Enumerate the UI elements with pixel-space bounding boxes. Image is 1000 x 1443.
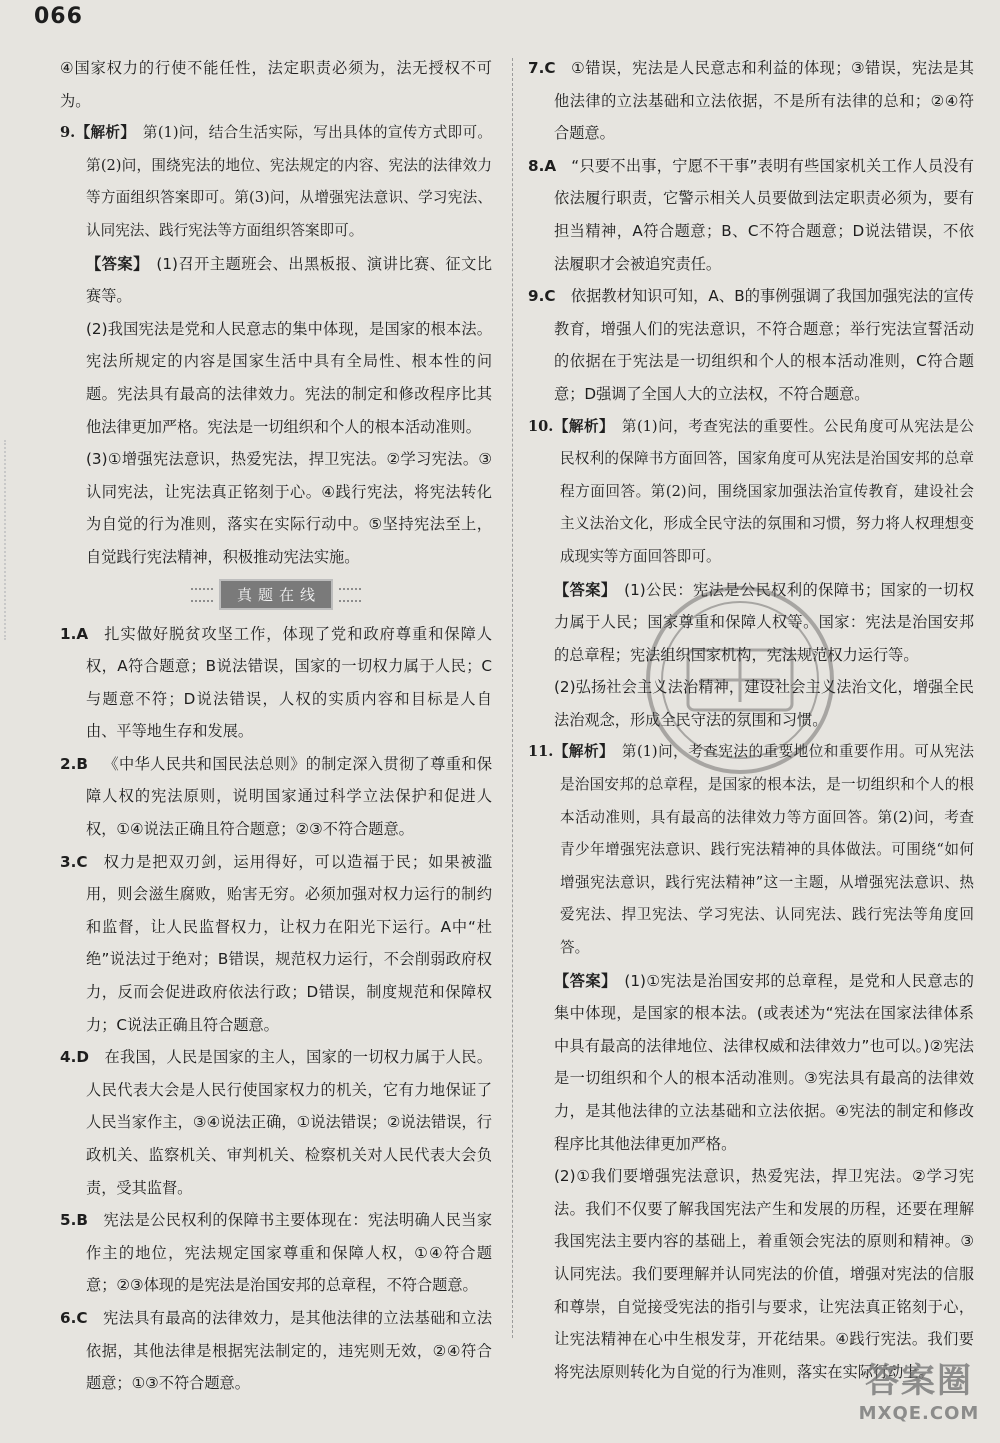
- item-text: (1)召开主题班会、出黑板报、演讲比赛、征文比赛等。: [86, 254, 493, 306]
- item-number: 2.: [60, 754, 77, 773]
- item-text: 宪法是公民权利的保障书主要体现在：宪法明确人民当家作主的地位，宪法规定国家尊重和保障人权，①④符合题意；②③体现的是宪法是治国安邦的总章程，不符合题意。: [86, 1211, 492, 1295]
- item-text: “只要不出事，宁愿不干事”表明有些国家机关工作人员没有依法履行职责，它警示相关人员要做到法定职责必须为，要有担当精神，A符合题意；B、C不符合题意；D说法错误，不依法履职才会被追究责任。: [554, 156, 974, 273]
- answer-letter: C: [544, 287, 556, 306]
- section-decoration: [339, 588, 361, 602]
- answer-letter: B: [76, 754, 88, 773]
- answer-item: [60, 1302, 492, 1400]
- text-paragraph: [528, 1160, 974, 1388]
- item-text: (2)①我们要增强宪法意识，热爱宪法，捍卫宪法。②学习宪法。我们不仅要了解我国宪法产生和发展的历程，还要在理解我国宪法主要内容的基础上，着重领会宪法的原则和精神。③认同宪法。我们要理解并认同宪法的价值，增强对宪法的信服和尊崇，自觉接受宪法的指引与要求，让宪法真正铭刻于心，让宪法精神在心中生根发芽，开花结果。④践行宪法。我们要将宪法原则转化为自觉的行为准则，落实在实际行动上。: [554, 1167, 974, 1381]
- answer-item: [60, 1204, 492, 1302]
- section-tag: 【答案】: [86, 254, 149, 273]
- answer-item: [60, 748, 492, 846]
- item-text: 第(1)问，考查宪法的重要地位和重要作用。可从宪法是治国安邦的总章程，是国家的根本法，是一切组织和个人的根本活动准则，具有最高的法律效力等方面回答。第(2)问，考查青少年增强宪法意识、践行宪法精神的具体做法。可围绕“如何增强宪法意识，践行宪法精神”这一主题，从增强宪法意识、热爱宪法、捍卫宪法、学习宪法、认同宪法、践行宪法等角度回答。: [560, 743, 974, 957]
- left-column: [60, 52, 492, 1400]
- answer-letter: C: [544, 59, 556, 77]
- item-number: 9.: [528, 287, 545, 306]
- analysis-item: [60, 117, 492, 247]
- item-text: 权力是把双刃剑，运用得好，可以造福于民；如果被滥用，则会滋生腐败，贻害无穷。必须加强对权力运行的制约和监督，让人民监督权力，让权力在阳光下运行。A中“杜绝”说法过于绝对；B错误，规范权力运行，不会削弱政府权力，反而会促进政府依法行政；D错误，制度规范和保障权力；C说法正确且符合题意。: [86, 852, 492, 1034]
- text-paragraph: [60, 313, 492, 443]
- answer-item: [528, 150, 974, 280]
- item-number: 6.: [60, 1308, 77, 1327]
- answer-item: [528, 280, 974, 410]
- page-number: 066: [34, 4, 83, 29]
- item-number: 10.: [528, 417, 554, 435]
- text-paragraph: [60, 52, 492, 117]
- item-number: 9.: [60, 124, 76, 142]
- answer-item: [60, 618, 492, 748]
- item-text: 在我国，人民是国家的主人，国家的一切权力属于人民。人民代表大会是人民行使国家权力的机关，它有力地保证了人民当家作主，③④说法正确，①说法错误；②说法错误，行政机关、监察机关、审判机关、检察机关对人民代表大会负责，受其监督。: [86, 1048, 492, 1197]
- item-number: 1.: [60, 624, 77, 643]
- text-paragraph: [60, 443, 492, 573]
- answer-block: [60, 248, 492, 313]
- answer-block: [528, 574, 974, 672]
- text-paragraph: [528, 671, 974, 736]
- item-number: 11.: [528, 743, 554, 761]
- answer-item: [60, 846, 492, 1042]
- item-text: 宪法具有最高的法律效力，是其他法律的立法基础和立法依据，其他法律是根据宪法制定的，违宪则无效，②④符合题意；①③不符合题意。: [86, 1308, 492, 1393]
- item-text: ④国家权力的行使不能任性，法定职责必须为，法无授权不可为。: [60, 59, 492, 110]
- analysis-item: [528, 736, 974, 964]
- item-number: 5.: [60, 1211, 77, 1230]
- item-text: (2)弘扬社会主义法治精神，建设社会主义法治文化，增强全民法治观念，形成全民守法的氛围和习惯。: [554, 678, 974, 729]
- section-header: [60, 578, 492, 612]
- item-text: 第(1)问，考查宪法的重要性。公民角度可从宪法是公民权利的保障书方面回答，国家角度可从宪法是治国安邦的总章程方面回答。第(2)问，围绕国家加强法治宣传教育，建设社会主义法治文化，形成全民守法的氛围和习惯，努力将人权理想变成现实等方面回答即可。: [560, 417, 974, 565]
- item-text: 《中华人民共和国民法总则》的制定深入贯彻了尊重和保障人权的宪法原则，说明国家通过科学立法保护和促进人权，①④说法正确且符合题意；②③不符合题意。: [86, 754, 492, 839]
- section-decoration: [191, 588, 213, 602]
- item-number: 7.: [528, 59, 545, 77]
- answer-letter: C: [76, 852, 88, 871]
- answer-item: [60, 1041, 492, 1204]
- answer-letter: B: [76, 1211, 88, 1230]
- answer-block: [528, 965, 974, 1161]
- item-text: ①错误，宪法是人民意志和利益的体现；③错误，宪法是其他法律的立法基础和立法依据，不是所有法律的总和；②④符合题意。: [554, 59, 974, 143]
- item-text: 扎实做好脱贫攻坚工作，体现了党和政府尊重和保障人权，A符合题意；B说法错误，国家的一切权力属于人民；C与题意不符；D说法错误，人权的实质内容和目标是人自由、平等地生存和发展。: [86, 624, 492, 741]
- item-text: (3)①增强宪法意识，热爱宪法，捍卫宪法。②学习宪法。③认同宪法，让宪法真正铭刻于心。④践行宪法，将宪法转化为自觉的行为准则，落实在实际行动中。⑤坚持宪法至上，自觉践行宪法精神，积极推动宪法实施。: [86, 450, 492, 566]
- site-watermark: [844, 1359, 994, 1439]
- item-number: 8.: [528, 156, 545, 175]
- section-tag: 【解析】: [75, 124, 136, 142]
- item-text: (1)①宪法是治国安邦的总章程，是党和人民意志的集中体现，是国家的根本法。(或表述为“宪法在国家法律体系中具有最高的法律地位、法律权威和法律效力”也可以。)②宪法是一切组织和个人的根本活动准则。③宪法具有最高的法律效力，是其他法律的立法基础和立法依据。④宪法的制定和修改程序比其他法律更加严格。: [554, 971, 974, 1153]
- right-column: [528, 52, 974, 1388]
- item-text: (2)我国宪法是党和人民意志的集中体现，是国家的根本法。宪法所规定的内容是国家生活中具有全局性、根本性的问题。宪法具有最高的法律效力。宪法的制定和修改程序比其他法律更加严格。宪法是一切组织和个人的根本活动准则。: [86, 319, 492, 436]
- section-tag: 【解析】: [553, 417, 615, 435]
- section-title: 真题在线: [219, 579, 333, 610]
- answer-letter: A: [544, 156, 557, 175]
- item-text: 第(1)问，结合生活实际，写出具体的宣传方式即可。第(2)问，围绕宪法的地位、宪法规定的内容、宪法的法律效力等方面组织答案即可。第(3)问，从增强宪法意识、学习宪法、认同宪法、践行宪法等方面组织答案即可。: [86, 124, 492, 239]
- column-divider: [512, 58, 513, 1338]
- section-tag: 【答案】: [554, 580, 617, 599]
- item-number: 3.: [60, 852, 77, 871]
- item-text: 依据教材知识可知，A、B的事例强调了我国加强宪法的宣传教育，增强人们的宪法意识，不符合题意；举行宪法宣誓活动的依据在于宪法是一切组织和个人的根本活动准则，C符合题意；D强调了全国人大的立法权，不符合题意。: [554, 287, 974, 403]
- section-tag: 【答案】: [554, 971, 617, 990]
- analysis-item: [528, 411, 974, 574]
- watermark-url: MXQE.COM: [858, 1403, 980, 1424]
- binding-holes: [4, 440, 18, 640]
- answer-letter: C: [76, 1308, 88, 1327]
- answer-item: [528, 52, 974, 150]
- watermark-logo: 答案圈: [865, 1361, 973, 1401]
- item-number: 4.: [60, 1048, 77, 1067]
- answer-letter: A: [76, 624, 89, 643]
- item-text: (1)公民：宪法是公民权利的保障书；国家的一切权力属于人民；国家尊重和保障人权等。国家：宪法是治国安邦的总章程；宪法组织国家机构，宪法规范权力运行等。: [554, 580, 975, 664]
- section-tag: 【解析】: [553, 743, 615, 761]
- answer-letter: D: [76, 1048, 89, 1067]
